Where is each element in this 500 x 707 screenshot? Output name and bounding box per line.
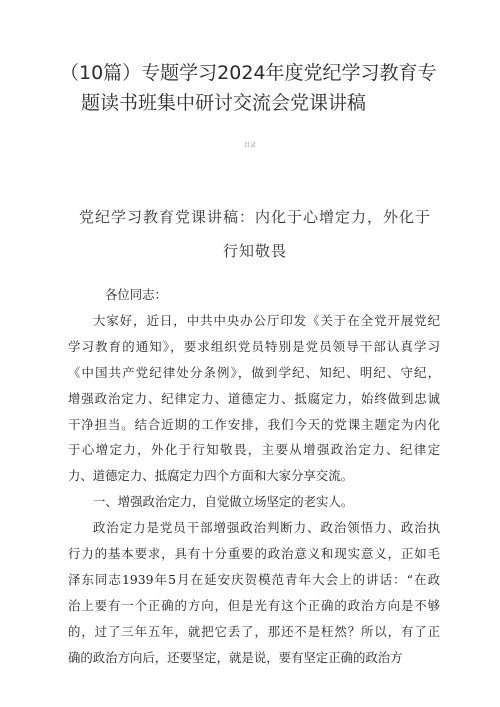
paragraph-line: 《中国共产党纪律处分条例》，做到学纪、知纪、明纪、守纪， xyxy=(68,364,440,380)
paragraph-line: 政治定力是党员干部增强政治判断力、政治领悟力、政治执 xyxy=(93,520,440,536)
paragraph-line: 干净担当。结合近期的工作安排，我们今天的党课主题定为内化 xyxy=(68,416,440,432)
paragraph-line: 治上要有一个正确的方向，但是光有这个正确的政治方向是不够 xyxy=(68,597,440,613)
paragraph-line: 学习教育的通知》，要求组织党员特别是党员领导干部认真学习 xyxy=(68,338,440,354)
speech-title xyxy=(70,200,440,268)
paragraph-line: 确的政治方向后，还要坚定，就是说，要有坚定正确的政治方 xyxy=(68,649,403,665)
document-title xyxy=(60,58,450,118)
speech-title-line-1: 党纪学习教育党课讲稿：内化于心增定力，外化于 xyxy=(78,208,431,226)
speech-body xyxy=(68,282,440,671)
body-paragraph xyxy=(68,515,440,670)
salutation: 各位同志： xyxy=(105,287,167,302)
paragraph-list xyxy=(68,308,440,671)
document-title-line-1: （10篇）专题学习2024年度党纪学习教育专 xyxy=(60,62,437,84)
paragraph-line: 一、增强政治定力，自觉做立场坚定的老实人。 xyxy=(93,494,354,510)
paragraph-line: 泽东同志1939年5月在延安庆贺模范青年大会上的讲话：“在政 xyxy=(68,571,440,587)
paragraph-line: 于心增定力，外化于行知敬畏，主要从增强政治定力、纪律定 xyxy=(68,442,440,458)
body-paragraph xyxy=(68,308,440,489)
paragraph-line: 增强政治定力、纪律定力、道德定力、抵腐定力，始终做到忠诚 xyxy=(68,390,440,406)
toc-label: 目录 xyxy=(243,142,256,149)
paragraph-line: 的，过了三年五年，就把它丢了，那还不是枉然？所以，有了正 xyxy=(68,623,440,639)
body-paragraph xyxy=(68,489,440,515)
document-title-line-2: 题读书班集中研讨交流会党课讲稿 xyxy=(81,92,367,114)
paragraph-line: 行力的基本要求，具有十分重要的政治意义和现实意义，正如毛 xyxy=(68,546,440,562)
paragraph-line: 力、道德定力、抵腐定力四个方面和大家分享交流。 xyxy=(68,468,353,484)
paragraph-line: 大家好，近日，中共中央办公厅印发《关于在全党开展党纪 xyxy=(93,312,440,328)
speech-title-line-2: 行知敬畏 xyxy=(222,242,287,260)
